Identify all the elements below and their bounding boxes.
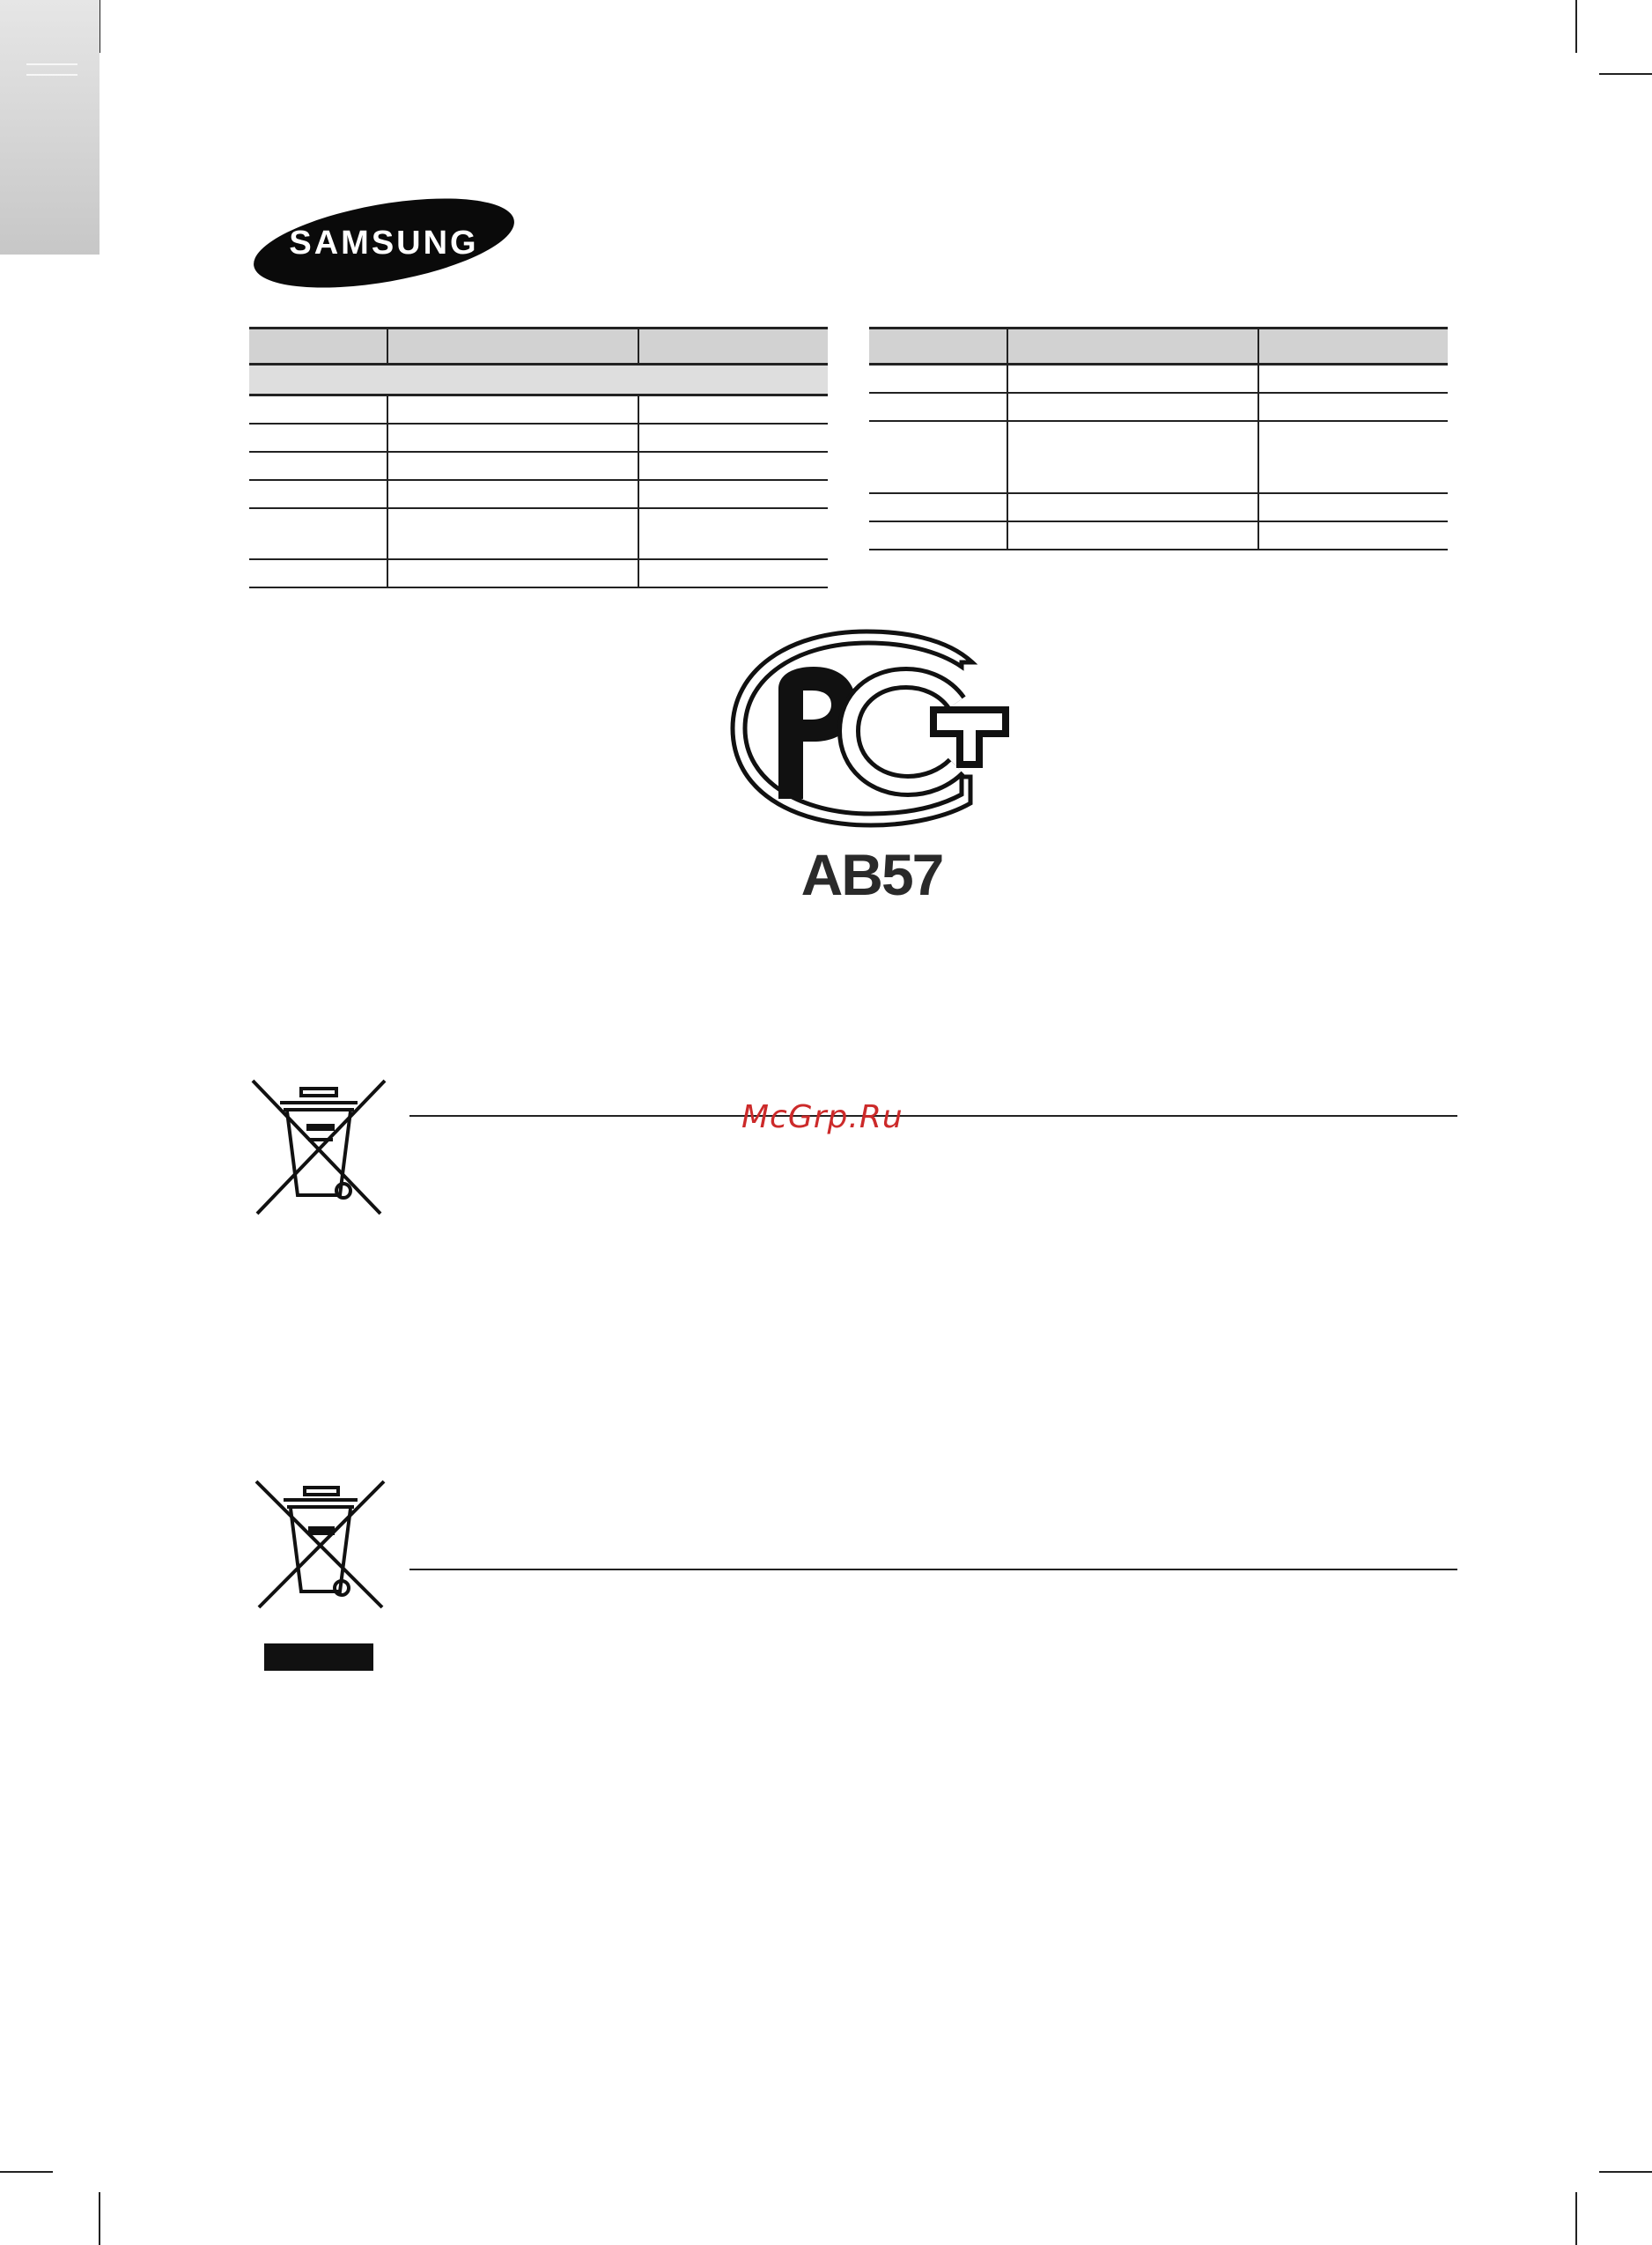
table-cell: [1007, 493, 1258, 521]
table-cell: [1258, 393, 1448, 421]
table-cell: [249, 559, 387, 587]
side-tab-line: [26, 63, 77, 65]
table-cell: [1007, 365, 1258, 394]
rst-certification-icon: [726, 627, 1018, 831]
table-header-cell: [387, 329, 638, 365]
table-cell: [638, 559, 828, 587]
table-header-cell: [249, 329, 387, 365]
table-cell: [869, 493, 1007, 521]
table-header-cell: [1258, 329, 1448, 365]
table-row: [869, 421, 1448, 493]
spec-table-left: [249, 327, 828, 588]
crop-mark-top-right: [1575, 0, 1577, 53]
table-cell: [638, 424, 828, 452]
table-cell: [249, 395, 387, 425]
table-cell: [249, 480, 387, 508]
table-row: [249, 395, 828, 425]
certification-code: АВ57: [800, 842, 943, 907]
table-cell: [1007, 421, 1258, 493]
table-subheader-cell: [249, 365, 828, 395]
table-cell: [387, 508, 638, 559]
table-row: [869, 393, 1448, 421]
table-cell: [1258, 365, 1448, 394]
table-row: [249, 452, 828, 480]
crop-mark-bottom-right: [1575, 2192, 1577, 2245]
table-cell: [387, 480, 638, 508]
table-cell: [638, 508, 828, 559]
crop-mark-right-top: [1599, 73, 1652, 75]
section-rule: [409, 1115, 1457, 1117]
samsung-logo-text: SAMSUNG: [289, 225, 479, 262]
table-header-cell: [638, 329, 828, 365]
table-cell: [1258, 493, 1448, 521]
table-cell: [869, 365, 1007, 394]
table-cell: [249, 424, 387, 452]
table-cell: [249, 508, 387, 559]
table-cell: [869, 393, 1007, 421]
table-header-cell: [1007, 329, 1258, 365]
table-cell: [387, 452, 638, 480]
table-row: [869, 521, 1448, 550]
table-cell: [638, 452, 828, 480]
table-cell: [1258, 421, 1448, 493]
watermark: McGrp.Ru: [741, 1099, 903, 1135]
table-cell: [387, 559, 638, 587]
table-cell: [1007, 393, 1258, 421]
table-cell: [869, 521, 1007, 550]
table-row: [869, 493, 1448, 521]
table-cell: [387, 424, 638, 452]
table-cell: [249, 452, 387, 480]
table-row: [249, 559, 828, 587]
samsung-logo: [249, 194, 519, 292]
crop-mark-right-bottom: [1599, 2171, 1652, 2173]
table-cell: [1258, 521, 1448, 550]
table-header-row: [869, 329, 1448, 365]
side-tab-line: [26, 74, 77, 76]
table-row: [249, 424, 828, 452]
table-cell: [638, 395, 828, 425]
table-cell: [638, 480, 828, 508]
battery-label-box: [264, 1643, 373, 1671]
crop-mark-bottom-left: [99, 2192, 100, 2245]
table-header-row: [249, 329, 828, 365]
side-tab: [0, 0, 100, 255]
table-cell: [387, 395, 638, 425]
table-header-cell: [869, 329, 1007, 365]
crossed-wheelie-bin-icon: [248, 1076, 389, 1217]
table-row: [869, 365, 1448, 394]
table-cell: [869, 421, 1007, 493]
table-row: [249, 480, 828, 508]
spec-table-right: [869, 327, 1448, 550]
table-cell: [1007, 521, 1258, 550]
crossed-battery-bin-icon: [252, 1477, 388, 1611]
crop-mark-left-bottom: [0, 2171, 53, 2173]
section-rule: [409, 1569, 1457, 1570]
table-row: [249, 508, 828, 559]
table-subheader-row: [249, 365, 828, 395]
